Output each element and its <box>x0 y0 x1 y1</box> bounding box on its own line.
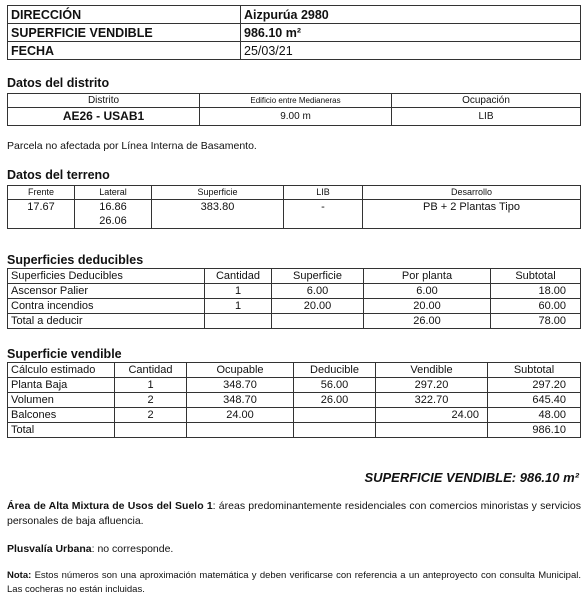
table-cell: 24.00 <box>376 408 488 423</box>
table-cell: Planta Baja <box>8 378 115 393</box>
table-row <box>8 284 581 299</box>
table-cell: 297.20 <box>488 378 581 393</box>
table-cell: 60.00 <box>491 299 581 314</box>
nota-note <box>7 569 581 597</box>
mixtura-text: : áreas predominantemente residenciales con comercios minoristas y servicios personales de baja afluencia. <box>7 500 581 527</box>
header-label: DIRECCIÓN <box>8 6 241 24</box>
deducibles-title: Superficies deducibles <box>7 253 144 267</box>
table-header: Cálculo estimado <box>8 363 115 378</box>
distrito-note: Parcela no afectada por Línea Interna de Basamento. <box>7 140 257 152</box>
table-cell: Total a deducir <box>8 314 205 329</box>
nota-text: Estos números son una aproximación matemática y deben verificarse con referencia a un anteproyecto con consulta Municipal. Las cocheras no están incluidas. <box>7 570 581 595</box>
table-header: Subtotal <box>491 269 581 284</box>
header-row <box>8 6 581 24</box>
plusvalia-text: : no corresponde. <box>91 543 174 555</box>
ocupacion-value: LIB <box>392 108 581 126</box>
table-cell: 6.00 <box>272 284 364 299</box>
table-cell: 322.70 <box>376 393 488 408</box>
table-cell <box>294 408 376 423</box>
table-cell: 26.00 <box>294 393 376 408</box>
distrito-title: Datos del distrito <box>7 76 110 90</box>
vendible-table <box>7 362 581 438</box>
header-value: 25/03/21 <box>241 42 581 60</box>
table-cell: 986.10 <box>488 423 581 438</box>
table-cell: 20.00 <box>364 299 491 314</box>
table-header: Lateral <box>75 186 152 200</box>
table-cell: 2 <box>115 408 187 423</box>
table-cell: 24.00 <box>187 408 294 423</box>
distrito-table <box>7 93 581 126</box>
plusvalia-label: Plusvalía Urbana <box>7 543 92 555</box>
desarrollo-value: PB + 2 Plantas Tipo <box>363 200 581 229</box>
frente-value: 17.67 <box>8 200 75 229</box>
table-cell: 48.00 <box>488 408 581 423</box>
header-row <box>8 42 581 60</box>
table-cell: 297.20 <box>376 378 488 393</box>
table-cell <box>376 423 488 438</box>
distrito-value: AE26 - USAB1 <box>8 108 200 126</box>
nota-label: Nota: <box>7 570 32 581</box>
table-header: Frente <box>8 186 75 200</box>
table-header: Superficie <box>272 269 364 284</box>
table-header: Vendible <box>376 363 488 378</box>
table-cell: 1 <box>205 299 272 314</box>
table-header: Distrito <box>8 94 200 108</box>
table-cell: 56.00 <box>294 378 376 393</box>
table-header: Deducible <box>294 363 376 378</box>
table-cell <box>187 423 294 438</box>
header-value: 986.10 m² <box>241 24 581 42</box>
table-row <box>8 408 581 423</box>
table-header: LIB <box>284 186 363 200</box>
table-row <box>8 378 581 393</box>
table-cell: 78.00 <box>491 314 581 329</box>
table-cell: 26.00 <box>364 314 491 329</box>
table-cell: 1 <box>115 378 187 393</box>
lib-value: - <box>284 200 363 229</box>
plusvalia-note <box>7 542 581 557</box>
table-cell: 1 <box>205 284 272 299</box>
table-header: Subtotal <box>488 363 581 378</box>
table-cell: 6.00 <box>364 284 491 299</box>
mixtura-label: Área de Alta Mixtura de Usos del Suelo 1 <box>7 500 213 512</box>
table-header: Cantidad <box>115 363 187 378</box>
summary-total: SUPERFICIE VENDIBLE: 986.10 m² <box>364 470 579 485</box>
header-row <box>8 24 581 42</box>
table-cell: Balcones <box>8 408 115 423</box>
deducibles-table <box>7 268 581 329</box>
terreno-title: Datos del terreno <box>7 168 110 182</box>
table-cell: Total <box>8 423 115 438</box>
table-row <box>8 299 581 314</box>
table-cell: 645.40 <box>488 393 581 408</box>
table-cell: 2 <box>115 393 187 408</box>
table-cell: 348.70 <box>187 378 294 393</box>
table-header: Cantidad <box>205 269 272 284</box>
header-value: Aizpurúa 2980 <box>241 6 581 24</box>
table-cell: Contra incendios <box>8 299 205 314</box>
header-table <box>7 5 581 60</box>
table-header: Desarrollo <box>363 186 581 200</box>
table-row <box>8 393 581 408</box>
superficie-value: 383.80 <box>152 200 284 229</box>
table-cell: 18.00 <box>491 284 581 299</box>
table-cell: Volumen <box>8 393 115 408</box>
edificio-value: 9.00 m <box>200 108 392 126</box>
table-cell <box>115 423 187 438</box>
table-cell <box>272 314 364 329</box>
table-header: Edificio entre Medianeras <box>200 94 392 108</box>
table-row <box>8 314 581 329</box>
table-cell <box>294 423 376 438</box>
table-row <box>8 423 581 438</box>
table-cell <box>205 314 272 329</box>
vendible-title: Superficie vendible <box>7 347 122 361</box>
terreno-table <box>7 185 581 229</box>
table-header: Ocupación <box>392 94 581 108</box>
lateral-value: 16.86 <box>99 201 127 213</box>
table-header: Superficie <box>152 186 284 200</box>
table-header: Superficies Deducibles <box>8 269 205 284</box>
table-header: Por planta <box>364 269 491 284</box>
header-label: SUPERFICIE VENDIBLE <box>8 24 241 42</box>
table-cell: Ascensor Palier <box>8 284 205 299</box>
lateral-value: 26.06 <box>99 215 127 227</box>
header-label: FECHA <box>8 42 241 60</box>
table-header: Ocupable <box>187 363 294 378</box>
mixtura-note <box>7 499 581 529</box>
table-cell: 20.00 <box>272 299 364 314</box>
table-cell: 348.70 <box>187 393 294 408</box>
